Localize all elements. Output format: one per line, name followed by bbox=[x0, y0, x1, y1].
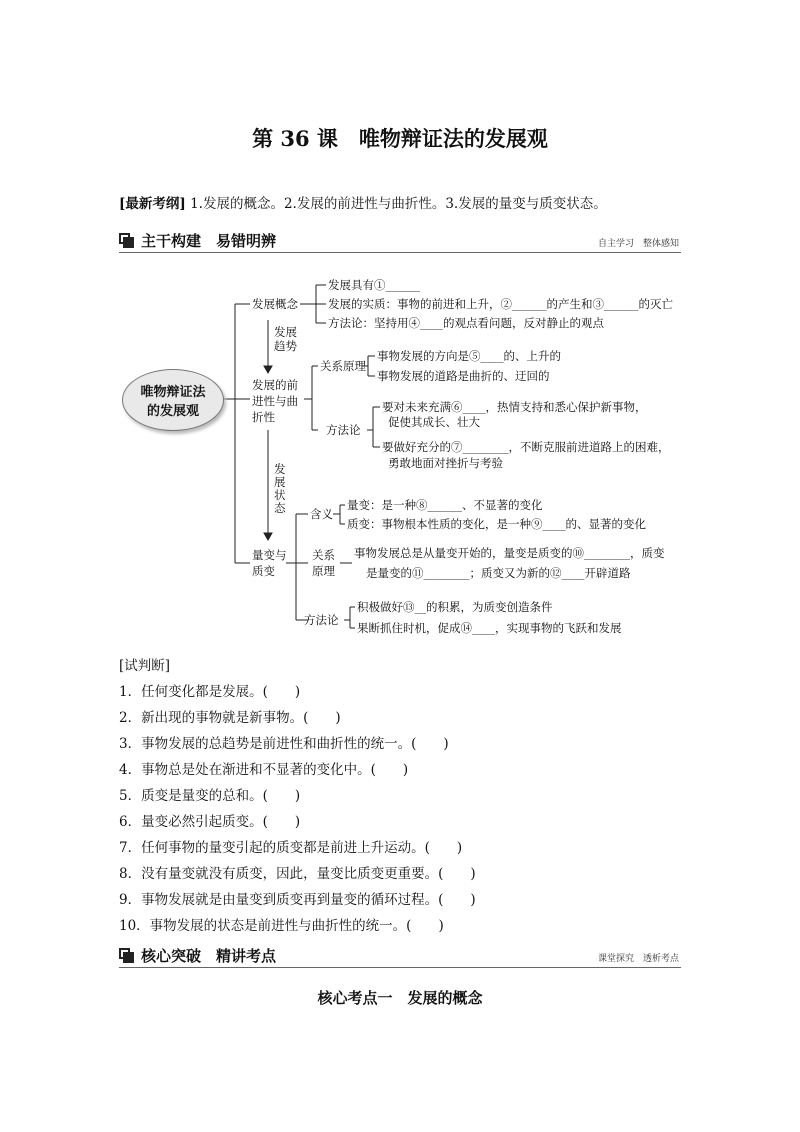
method-item: 勇敢地面对挫折与考验 bbox=[388, 456, 503, 470]
judge-question: 9．事物发展就是由量变到质变再到量变的循环过程。( ) bbox=[119, 892, 476, 908]
judge-question: 7．任何事物的量变引起的质变都是前进上升运动。( ) bbox=[119, 840, 463, 856]
section-title: 核心突破 精讲考点 bbox=[141, 947, 277, 965]
node-progress: 折性 bbox=[252, 410, 275, 424]
section-square-icon bbox=[119, 948, 133, 962]
root-line-2: 的发展观 bbox=[146, 404, 199, 419]
section-square-icon bbox=[119, 233, 133, 247]
meaning-item: 量变：是一种⑧______、不显著的变化 bbox=[347, 498, 543, 512]
trend-label: 趋势 bbox=[274, 339, 297, 353]
method-label: 方法论 bbox=[326, 423, 361, 437]
judge-question: 5．质变是量变的总和。( ) bbox=[119, 788, 301, 804]
state-label: 态 bbox=[274, 501, 286, 515]
root-node bbox=[122, 369, 224, 431]
section-subtitle: 课堂探究 透析考点 bbox=[597, 954, 679, 964]
method-item: 果断抓住时机，促成⑭____，实现事物的飞跃和发展 bbox=[357, 621, 622, 635]
node-concept: 发展概念 bbox=[252, 297, 298, 311]
judge-heading: [试判断] bbox=[119, 658, 171, 674]
meaning-label: 含义 bbox=[310, 507, 333, 521]
method-item: 要做好充分的⑦________，不断克服前进道路上的困难， bbox=[382, 440, 670, 454]
root-line-1: 唯物辩证法 bbox=[140, 385, 206, 400]
section-title: 主干构建 易错明辨 bbox=[141, 232, 277, 250]
method-label: 方法论 bbox=[304, 613, 339, 627]
node-progress: 发展的前 bbox=[252, 378, 298, 392]
exam-outline bbox=[119, 192, 607, 212]
judge-question: 4．事物总是处在渐进和不显著的变化中。( ) bbox=[119, 762, 409, 778]
outline-text: 1.发展的概念。2.发展的前进性与曲折性。3.发展的量变与质变状态。 bbox=[190, 196, 607, 212]
page-title: 第 36 课 唯物辩证法的发展观 bbox=[252, 126, 548, 151]
state-label: 发 bbox=[274, 462, 286, 476]
relation-label: 关系 bbox=[312, 548, 335, 562]
outline-tag: [最新考纲] bbox=[119, 196, 186, 212]
state-label: 展 bbox=[274, 475, 286, 489]
method-item: 要对未来充满⑥____，热情支持和悉心保护新事物， bbox=[382, 400, 647, 414]
section-header-main bbox=[119, 230, 681, 253]
state-label: 状 bbox=[274, 488, 286, 502]
method-item: 积极做好⑬__的积累，为质变创造条件 bbox=[357, 600, 553, 614]
judge-question: 8．没有量变就没有质变，因此，量变比质变更重要。( ) bbox=[119, 866, 476, 882]
concept-item: 发展的实质：事物的前进和上升，②______的产生和③______的灭亡 bbox=[328, 297, 673, 311]
node-quantity: 量变与 bbox=[252, 548, 287, 562]
node-progress: 进性与曲 bbox=[252, 394, 298, 408]
meaning-item: 质变：事物根本性质的变化，是一种⑨____的、显著的变化 bbox=[347, 517, 646, 531]
principle-label: 关系原理 bbox=[320, 359, 366, 373]
relation-item: 事物发展总是从量变开始的，量变是质变的⑩________，质变 bbox=[354, 546, 665, 560]
concept-item: 发展具有①______ bbox=[328, 278, 420, 292]
judge-question: 2．新出现的事物就是新事物。( ) bbox=[119, 710, 341, 726]
judge-question: 1．任何变化都是发展。( ) bbox=[119, 684, 301, 700]
section-subtitle: 自主学习 整体感知 bbox=[597, 239, 679, 249]
key-point-title: 核心考点一 发展的概念 bbox=[317, 989, 483, 1007]
judge-question: 6．量变必然引起质变。( ) bbox=[119, 814, 301, 830]
principle-item: 事物发展的方向是⑤____的、上升的 bbox=[377, 349, 561, 363]
judge-question: 10．事物发展的状态是前进性与曲折性的统一。( ) bbox=[119, 918, 444, 934]
principle-item: 事物发展的道路是曲折的、迂回的 bbox=[377, 369, 550, 383]
concept-item: 方法论：坚持用④____的观点看问题，反对静止的观点 bbox=[328, 316, 604, 330]
method-item: 促使其成长、壮大 bbox=[388, 415, 480, 429]
trend-label: 发展 bbox=[274, 325, 297, 339]
relation-item: 是量变的⑪________；质变又为新的⑫____开辟道路 bbox=[366, 566, 631, 580]
node-quantity: 质变 bbox=[252, 564, 275, 578]
judge-question: 3．事物发展的总趋势是前进性和曲折性的统一。( ) bbox=[119, 736, 449, 752]
relation-label: 原理 bbox=[312, 564, 335, 578]
section-header-core bbox=[119, 945, 681, 968]
